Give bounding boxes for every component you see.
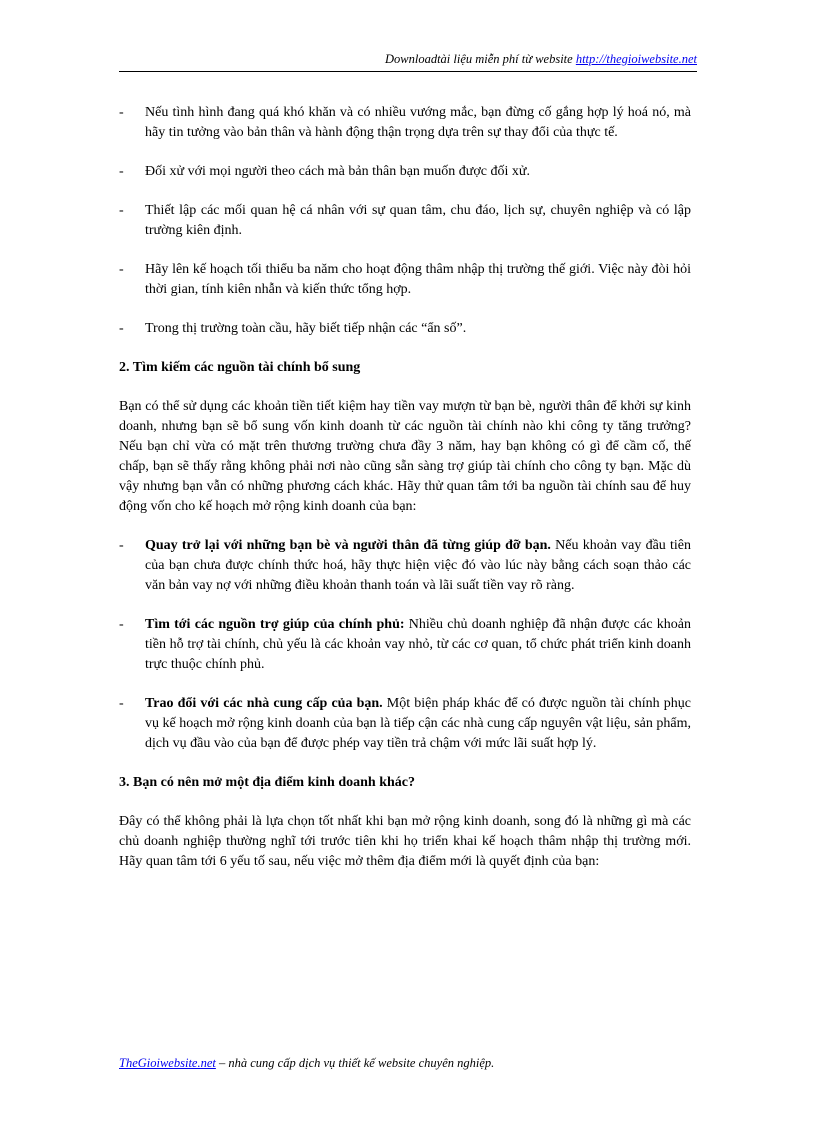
header-text: Downloadtài liệu miễn phí từ website bbox=[384, 52, 576, 66]
list-item-text: Đối xử với mọi người theo cách mà bản thân bạn muốn được đối xử. bbox=[145, 164, 530, 179]
bullet-dash: - bbox=[119, 696, 124, 711]
bullet-dash: - bbox=[119, 203, 124, 218]
list-item-lead: Tìm tới các nguồn trợ giúp của chính phủ: bbox=[145, 617, 405, 632]
bullet-dash: - bbox=[119, 164, 124, 179]
list-item bbox=[119, 201, 691, 241]
list-item-text: Nhiều chủ doanh nghiệp đã nhận được các khoản tiền hỗ trợ tài chính, chủ yếu là các khoản vay nhỏ, từ các cơ quan, tổ chức phát triển kinh doanh trực thuộc chính phủ. bbox=[145, 617, 691, 672]
section-heading: 3. Bạn có nên mở một địa điểm kinh doanh khác? bbox=[119, 775, 415, 790]
section-heading: 2. Tìm kiếm các nguồn tài chính bổ sung bbox=[119, 360, 361, 375]
list-item bbox=[119, 103, 691, 143]
bullet-dash: - bbox=[119, 105, 124, 120]
bullet-dash: - bbox=[119, 538, 124, 553]
bullet-dash: - bbox=[119, 321, 124, 336]
list-item bbox=[119, 319, 691, 339]
bullet-dash: - bbox=[119, 617, 124, 632]
paragraph: Đây có thể không phải là lựa chọn tốt nhất khi bạn mở rộng kinh doanh, song đó là những gì mà các chủ doanh nghiệp thường nghĩ tới trước tiên khi họ triển khai kế hoạch thâm nhập thị trường mới. Hãy quan tâm tới 6 yếu tố sau, nếu việc mở thêm địa điểm mới là quyết định của bạn: bbox=[119, 814, 691, 869]
list-item bbox=[119, 260, 691, 300]
header-link[interactable]: http://thegioiwebsite.net bbox=[575, 52, 697, 66]
list-item-text: Nếu tình hình đang quá khó khăn và có nhiều vướng mắc, bạn đừng cố gắng hợp lý hoá nó, mà hãy tin tưởng vào bản thân và hành động thận trọng dựa trên sự thay đổi của thực tế. bbox=[145, 105, 691, 140]
list-item-lead: Trao đổi với các nhà cung cấp của bạn. bbox=[145, 696, 383, 711]
list-item-lead: Quay trở lại với những bạn bè và người thân đã từng giúp đỡ bạn. bbox=[145, 538, 551, 553]
paragraph: Bạn có thể sử dụng các khoản tiền tiết kiệm hay tiền vay mượn từ bạn bè, người thân để khởi sự kinh doanh, nhưng bạn sẽ bổ sung vốn kinh doanh từ các nguồn tài chính nào khi công ty tăng trưởng? Nếu bạn chỉ vừa có mặt trên thương trường chưa đầy 3 năm, hay bạn không có gì để cầm cố, thế chấp, bạn sẽ thấy rằng không phải nơi nào cũng sẵn sàng trợ giúp tài chính cho công ty bạn. Mặc dù vậy nhưng bạn vẫn có những phương cách khác. Hãy thử quan tâm tới ba nguồn tài chính sau để huy động vốn cho kế hoạch mở rộng kinh doanh của bạn: bbox=[119, 399, 691, 514]
list-item-text: Một biện pháp khác để có được nguồn tài chính phục vụ kế hoạch mở rộng kinh doanh của bạn là tiếp cận các nhà cung cấp nguyên vật liệu, sản phẩm, dịch vụ đầu vào của bạn để được phép vay tiền trả chậm với mức lãi suất hợp lý. bbox=[145, 696, 691, 751]
document-body bbox=[119, 103, 691, 891]
footer-link[interactable]: TheGioiwebsite.net bbox=[119, 1056, 216, 1070]
list-item-text: Nếu khoản vay đầu tiên của bạn chưa được chính thức hoá, hãy thực hiện việc đó vào lúc này bằng cách soạn thảo các văn bản vay nợ với những điều khoản thanh toán và lãi suất tiền vay rõ ràng. bbox=[145, 538, 692, 593]
footer-text: – nhà cung cấp dịch vụ thiết kế website chuyên nghiệp. bbox=[215, 1056, 495, 1070]
list-item bbox=[119, 615, 691, 675]
page-footer bbox=[119, 1056, 494, 1071]
list-item-text: Thiết lập các mối quan hệ cá nhân với sự quan tâm, chu đáo, lịch sự, chuyên nghiệp và có lập trường kiên định. bbox=[145, 203, 691, 238]
list-item bbox=[119, 536, 691, 596]
list-item-text: Hãy lên kế hoạch tối thiểu ba năm cho hoạt động thâm nhập thị trường thế giới. Việc này đòi hỏi thời gian, tính kiên nhẫn và kiến thức tổng hợp. bbox=[145, 262, 691, 297]
page-header bbox=[385, 52, 697, 67]
list-item bbox=[119, 694, 691, 754]
bullet-dash: - bbox=[119, 262, 124, 277]
header-divider bbox=[119, 71, 697, 72]
list-item bbox=[119, 162, 691, 182]
list-item-text: Trong thị trường toàn cầu, hãy biết tiếp nhận các “ẩn số”. bbox=[145, 321, 467, 336]
